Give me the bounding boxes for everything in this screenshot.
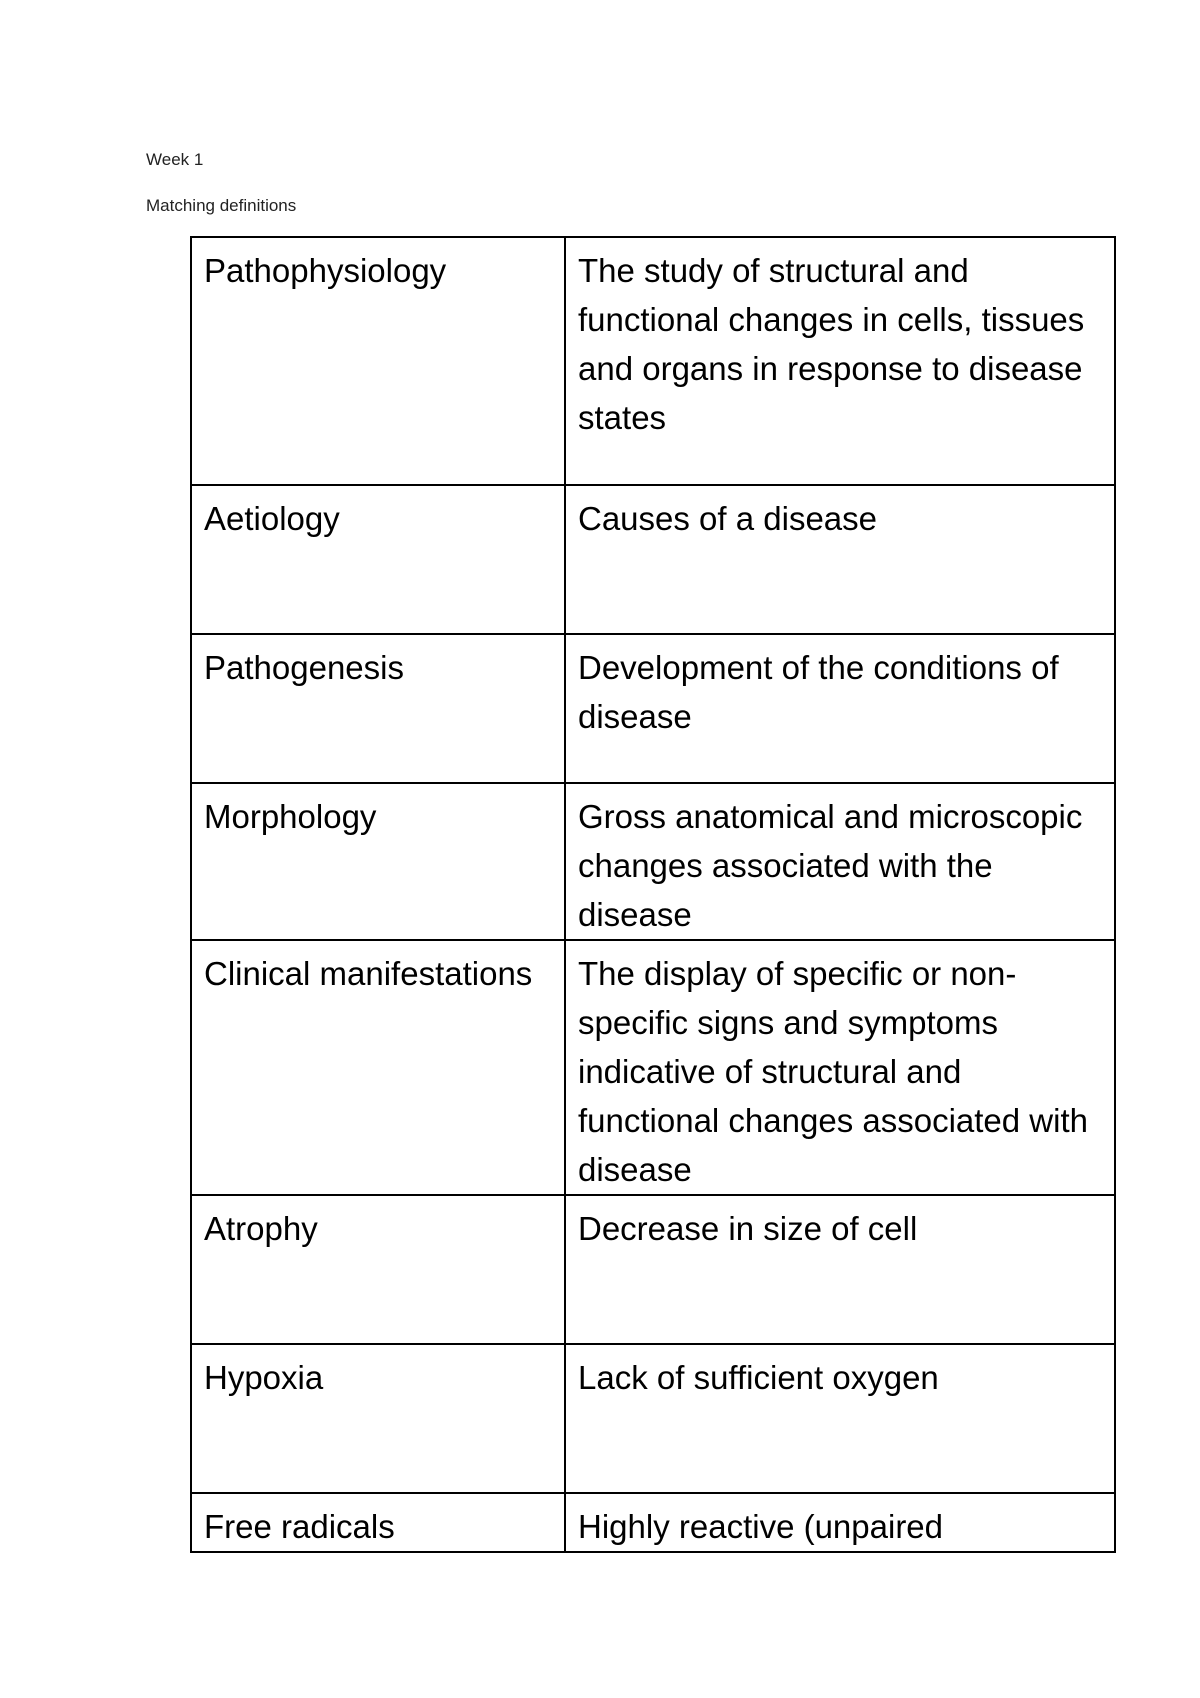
- definition-cell: The display of specific or non-specific signs and symptoms indicative of structural and functional changes associated with disease: [565, 940, 1115, 1195]
- term-cell: Pathophysiology: [191, 237, 565, 485]
- term-cell: Hypoxia: [191, 1344, 565, 1493]
- definition-cell: Decrease in size of cell: [565, 1195, 1115, 1344]
- definition-cell: Causes of a disease: [565, 485, 1115, 634]
- definition-cell: Development of the conditions of disease: [565, 634, 1115, 783]
- definition-cell: Lack of sufficient oxygen: [565, 1344, 1115, 1493]
- week-label: Week 1: [146, 150, 204, 169]
- term-cell: Aetiology: [191, 485, 565, 634]
- page-subtitle: Matching definitions: [146, 196, 297, 215]
- table-row: [191, 485, 1115, 634]
- definition-cell: The study of structural and functional changes in cells, tissues and organs in response to disease states: [565, 237, 1115, 485]
- term-cell: Free radicals: [191, 1493, 565, 1552]
- definition-cell: Gross anatomical and microscopic changes associated with the disease: [565, 783, 1115, 940]
- term-cell: Pathogenesis: [191, 634, 565, 783]
- table-row: [191, 783, 1115, 940]
- term-cell: Clinical manifestations: [191, 940, 565, 1195]
- table-row: [191, 1493, 1115, 1552]
- term-cell: Morphology: [191, 783, 565, 940]
- table-row: [191, 1195, 1115, 1344]
- table-row: [191, 1344, 1115, 1493]
- definition-cell: Highly reactive (unpaired: [565, 1493, 1115, 1552]
- table-row: [191, 940, 1115, 1195]
- term-cell: Atrophy: [191, 1195, 565, 1344]
- table-row: [191, 237, 1115, 485]
- definitions-table: [190, 236, 1116, 1553]
- table-row: [191, 634, 1115, 783]
